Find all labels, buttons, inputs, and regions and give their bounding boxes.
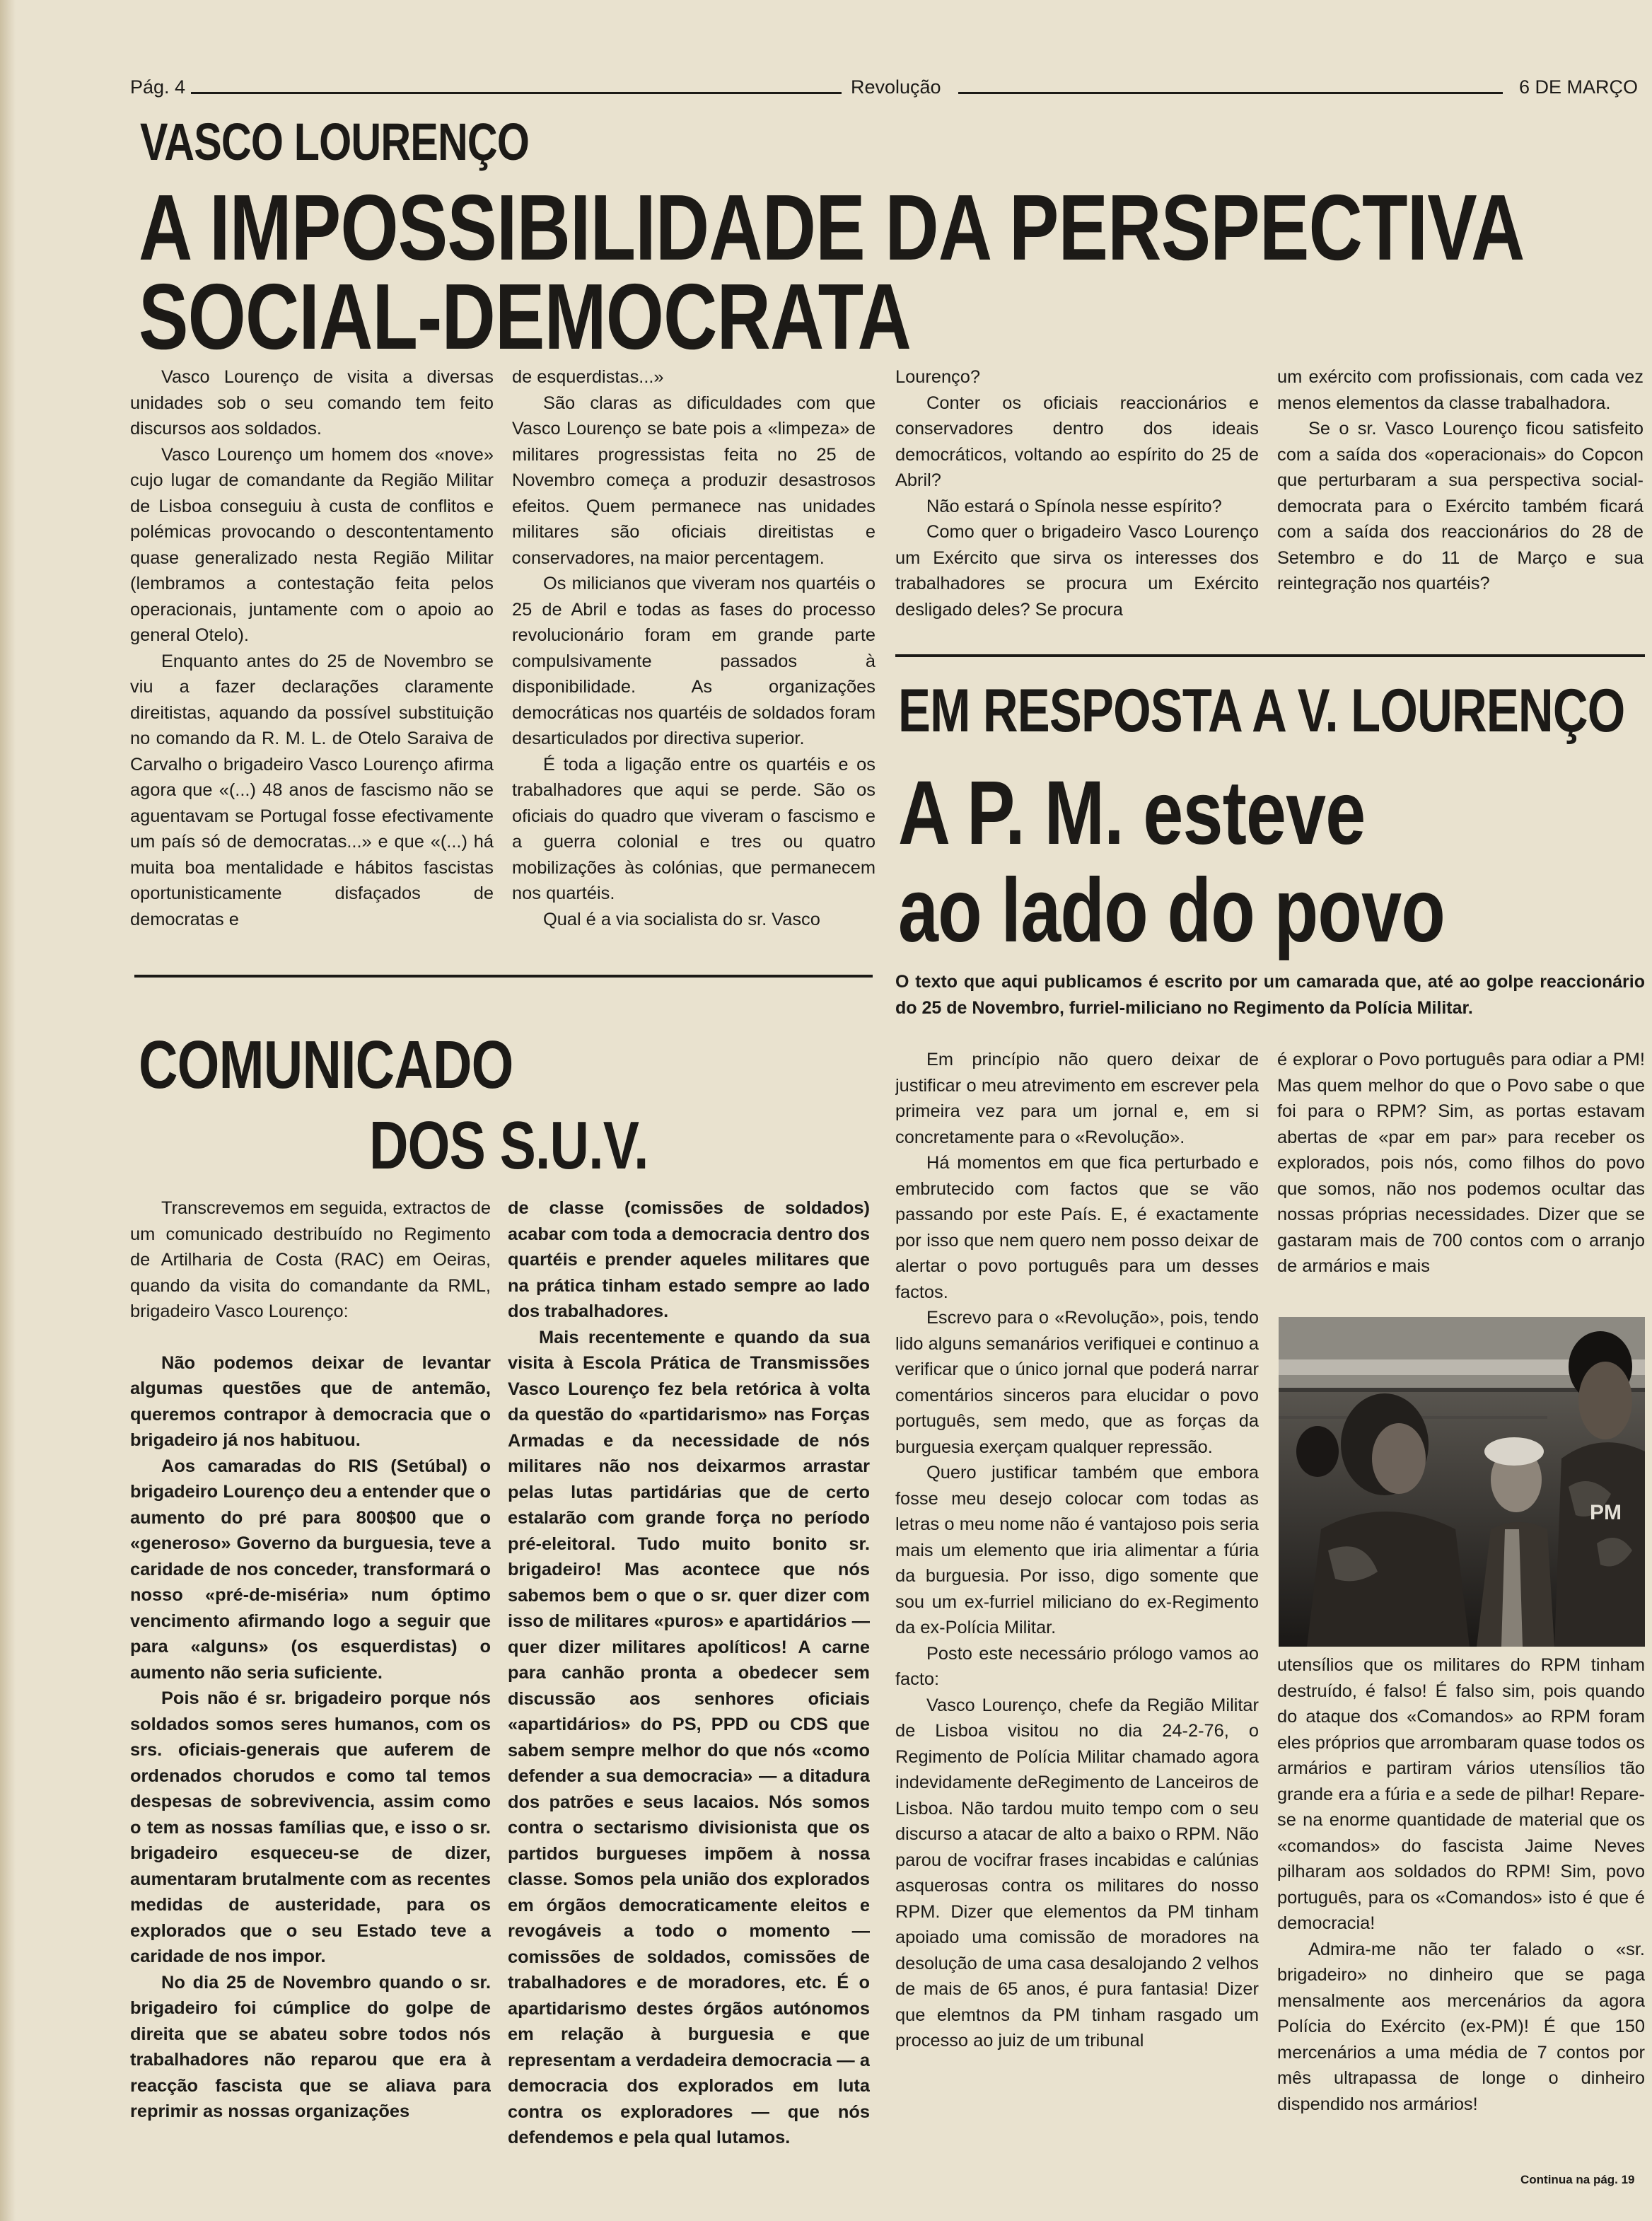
paragraph: Pois não é sr. brigadeiro porque nós soldados somos seres humanos, com os srs. oficiais-generais que auferem de ordenados chorudos e como tal temos despesas de sobrevivencia, assim como o tem as nossas famílias que, e isso o sr. brigadeiro esqueceu-se de dizer, aumentaram brutalmente com as recentes medidas de austeridade, para os explorados que o seu Estado teve a caridade de nos impor. xyxy=(130,1688,491,1966)
page-edge xyxy=(0,0,16,2221)
paragraph: Há momentos em que fica perturbado e embrutecido com factos que se vão passando por este País. E, é exactamente por isso que nem quero nem posso deixar de alertar o povo português para um desses factos. xyxy=(895,1153,1259,1302)
article1-column-3 xyxy=(895,364,1259,647)
article1-column-1 xyxy=(130,364,494,965)
paragraph: Conter os oficiais reaccionários e conservadores dentro dos ideais democráticos, voltando ao espírito do 25 de Abril? xyxy=(895,393,1259,490)
section-divider-right xyxy=(895,654,1645,657)
paragraph: Admira-me não ter falado o «sr. brigadeiro» no dinheiro que se paga mensalmente aos mercenários da agora Polícia do Exército (ex-PM)! É que 150 mercenários a uma média de 7 contos por mês ultrapassa de longe o dinheiro dispendido nos armários! xyxy=(1277,1939,1645,2114)
paragraph: Não estará o Spínola nesse espírito? xyxy=(926,496,1222,516)
paragraph: No dia 25 de Novembro quando o sr. brigadeiro foi cúmplice do golpe de direita que se abateu sobre todos nós trabalhadores não reparou que era à reacção fascista que se aliava para reprimir as nossas organizações xyxy=(130,1972,491,2121)
paragraph: de classe (comissões de soldados) acabar com toda a democracia dentro dos quartéis e prender aqueles militares que na prática tinham estado sempre ao lado dos trabalhadores. xyxy=(508,1198,870,1321)
article3-column-2-bottom xyxy=(1277,1652,1645,2176)
pm-armband-text: PM xyxy=(1590,1501,1622,1524)
article3-column-1 xyxy=(895,1047,1259,2179)
paragraph: Posto este necessário prólogo vamos ao facto: xyxy=(895,1643,1259,1689)
article3-intro xyxy=(895,969,1645,1048)
paragraph: um exército com profissionais, com cada vez menos elementos da classe trabalhadora. xyxy=(1277,367,1644,413)
paragraph: São claras as dificuldades com que Vasco Lourenço se bate pois a «limpeza» de militares progressistas feita no 25 de Novembro começa a produzir desastrosos efeitos. Quem permanece nas unidades militares são oficiais direitistas e conservadores, na maior percentagem. xyxy=(512,393,876,568)
paragraph: Como quer o brigadeiro Vasco Lourenço um Exército que sirva os interesses dos trabalhadores se procura um Exército desligado deles? Se procura xyxy=(895,522,1259,620)
section-divider-left xyxy=(134,975,873,978)
paragraph: Vasco Lourenço um homem dos «nove» cujo lugar de comandante da Região Militar de Lisboa conseguiu à custa de conflitos e polémicas provocando o descontentamento quase generalizado nesta Região Militar (lembramos a contestação feita pelos operacionais, juntamente com o apoio ao general Otelo). xyxy=(130,444,494,645)
article2-column-2 xyxy=(508,1195,870,2179)
soldiers-photo xyxy=(1279,1317,1645,1647)
paragraph: Os milicianos que viveram nos quartéis o 25 de Abril e todas as fases do processo revolucionário foram em grande parte compulsivamente passados à disponibilidade. As organizações democráticas nos quartéis de soldados foram desarticulados por directiva superior. xyxy=(512,574,876,748)
paragraph: Enquanto antes do 25 de Novembro se viu a fazer declarações claramente direitistas, aquando da possível substituição no comando da R. M. L. de Otelo Saraiva de Carvalho o brigadeiro Vasco Lourenço afirma agora que «(...) 48 anos de fascismo não se aguentavam se Portugal fosse efectivamente um país só de democratas...» e que «(...) há muita boa mentalidade e hábitos fascistas oportunisticamente disfaçados de democratas e xyxy=(130,651,494,929)
paragraph: Vasco Lourenço de visita a diversas unidades sob o seu comando tem feito discursos aos soldados. xyxy=(130,367,494,439)
paragraph: Aos camaradas do RIS (Setúbal) o brigadeiro Lourenço deu a entender que o aumento do pré para 800$00 que o «generoso» Governo da burguesia, teve a caridade de nos conceder, transformará o nosso «pré-de-miséria» num óptimo vencimento afirmando logo a seguir que para «alguns» (os esquerdistas) o aumento não seria suficiente. xyxy=(130,1456,491,1683)
soldiers-photo-image xyxy=(1279,1317,1645,1647)
continued-note: Continua na pág. 19 xyxy=(1520,2173,1635,2186)
article2-column-1 xyxy=(130,1195,491,2179)
article3-title-line1: A P. M. esteve xyxy=(898,762,1366,864)
paragraph: Mais recentemente e quando da sua visita à Escola Prática de Transmissões Vasco Lourenço fez bela retórica à volta da questão do «partidarismo» nas Forças Armadas e da necessidade de nós militares não nos deixarmos arrastar pelas lutas partidárias que de certo estalarão com grande força no período pré-eleitoral. Tudo muito bonito sr. brigadeiro! Mas acontece que nós sabemos bem o que o sr. quer dizer com isso de militares «puros» e apartidários — quer dizer militares apolíticos! A carne para canhão pronta a obedecer sem discussão aos senhores oficiais «apartidários» do PS, PPD ou CDS que sabem sempre melhor do que nós «como defender a sua democracia» — a ditadura dos patrões e seus lacaios. Nós somos contra o sectarismo divisionista que os partidos burgueses impõem à nossa classe. Somos pela união dos explorados em órgãos democraticamente eleitos e revogáveis a todo o momento — comissões de soldados, comissões de trabalhadores e de moradores, etc. É o apartidarismo destes órgãos autónomos em relação à burguesia e que representam a verdadeira democracia — a democracia dos explorados em luta contra os exploradores — que nós defendemos e pela qual lutamos. xyxy=(508,1327,870,2147)
article2-title-line1: COMUNICADO xyxy=(139,1027,513,1103)
paragraph: Qual é a via socialista do sr. Vasco xyxy=(543,909,820,929)
article3-column-2-top xyxy=(1277,1047,1645,1309)
newspaper-name: Revolução xyxy=(851,76,941,98)
article2-title-line2: DOS S.U.V. xyxy=(369,1108,648,1183)
paragraph: Em princípio não quero deixar de justificar o meu atrevimento em escrever pela primeira vez para um jornal e, em si concretamente para o «Revolução». xyxy=(895,1050,1259,1147)
paragraph: Não podemos deixar de levantar algumas questões que de antemão, queremos contrapor à democracia que o brigadeiro já nos habituou. xyxy=(130,1352,491,1450)
article3-title-line2: ao lado do povo xyxy=(898,860,1446,961)
paragraph: Quero justificar também que embora fosse meu desejo colocar com todas as letras o meu nome não é vantajoso pois seria mais um elemento que iria alimentar a fúria da burguesia. Por isso, digo somente que sou um ex-furriel miliciano do ex-Regimento da ex-Polícia Militar. xyxy=(895,1463,1259,1637)
article1-column-2 xyxy=(512,364,876,965)
paragraph: de esquerdistas...» xyxy=(512,367,664,387)
paragraph: Lourenço? xyxy=(895,367,980,387)
article1-title-line2: SOCIAL-DEMOCRATA xyxy=(139,265,911,369)
paragraph: utensílios que os militares do RPM tinham destruído, é falso! É falso sim, pois quando do ataque dos «Comandos» ao RPM foram eles próprios que arrombaram quase todos os armários e partiram vários utensílios tão grande era a fúria e a sede de pilhar! Repare-se na enorme quantidade de material que os «comandos» do fascista Jaime Neves pilharam aos soldados do RPM! Sim, povo português, para os «Comandos» isto é que é democracia! xyxy=(1277,1655,1645,1933)
article1-kicker: VASCO LOURENÇO xyxy=(140,112,530,171)
paragraph: Transcrevemos em seguida, extractos de um comunicado destribuído no Regimento de Artilharia de Costa (RAC) em Oeiras, quando da visita do comandante da RML, brigadeiro Vasco Lourenço: xyxy=(130,1198,491,1321)
article1-title-line1: A IMPOSSIBILIDADE DA PERSPECTIVA xyxy=(139,175,1525,279)
paragraph: Vasco Lourenço, chefe da Região Militar de Lisboa visitou no dia 24-2-76, o Regimento de Polícia Militar chamado agora indevidamente deRegimento de Lanceiros de Lisboa. Não tardou muito tempo com o seu discurso a atacar de alto a baixo o RPM. Não parou de vocifrar frases incabidas e calúnias asquerosas contra os militares do nosso RPM. Dizer que elementos da PM tinham apoiado uma comissão de moradores na desolução de uma casa desalojando 2 velhos de mais de 65 anos, é pura fantasia! Dizer que elemtnos da PM tinham rasgado um processo ao juiz de um tribunal xyxy=(895,1695,1259,2051)
paragraph: Escrevo para o «Revolução», pois, tendo lido alguns semanários verifiquei e continuo a verificar que o único jornal que poderá narrar comentários sinceros para elucidar o povo português, sem medo, que as forças da burguesia exerçam qualquer repressão. xyxy=(895,1308,1259,1457)
header-rule-left xyxy=(191,92,842,94)
paragraph: é explorar o Povo português para odiar a PM! Mas quem melhor do que o Povo sabe o que foi para o RPM? Sim, as portas estavam abertas de «par em par» para receber os explorados, pois nós, como filhos do povo que somos, não nos podemos ocultar das nossas próprias necessidades. Dizer que se gastaram mais de 700 contos com o arranjo de armários e mais xyxy=(1277,1050,1645,1276)
article3-kicker: EM RESPOSTA A V. LOURENÇO xyxy=(898,677,1625,745)
paragraph-gap xyxy=(130,1325,491,1350)
issue-date: 6 DE MARÇO xyxy=(1519,76,1639,98)
article1-column-4 xyxy=(1277,364,1644,647)
paragraph: Se o sr. Vasco Lourenço ficou satisfeito com a saída dos «operacionais» do Copcon que perturbaram a sua perspectiva social-democrata para o Exército também ficará com a saída dos reaccionários do 28 de Setembro e do 11 de Março e sua reintegração nos quartéis? xyxy=(1277,419,1644,593)
intro-text: O texto que aqui publicamos é escrito por um camarada que, até ao golpe reaccionário do 25 de Novembro, furriel-miliciano no Regimento da Polícia Militar. xyxy=(895,972,1645,1018)
header-rule-right xyxy=(958,92,1503,94)
page-number: Pág. 4 xyxy=(130,76,186,98)
paragraph: É toda a ligação entre os quartéis e os trabalhadores que aqui se perde. São os oficiais do quadro que viveram o fascismo e a guerra colonial e tres ou quatro mobilizações às colónias, que permanecem nos quartéis. xyxy=(512,754,876,903)
